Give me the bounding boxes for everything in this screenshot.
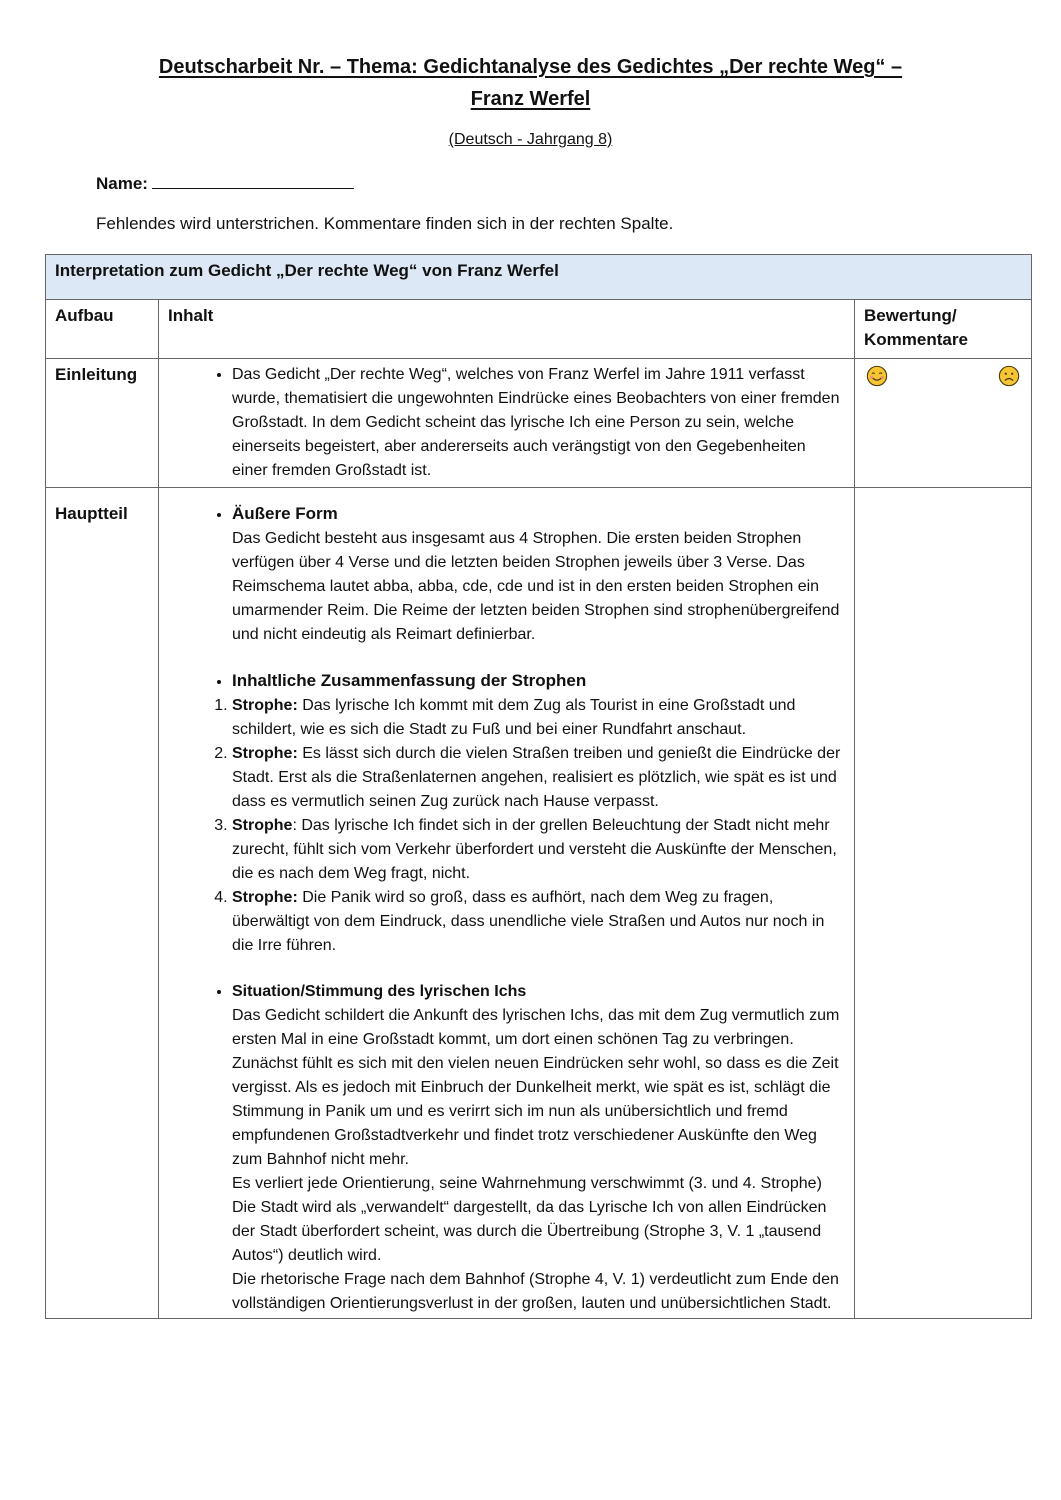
interpretation-table	[45, 254, 1032, 1319]
row-label-einleitung: Einleitung	[46, 359, 159, 488]
einleitung-rating	[855, 359, 1032, 488]
column-header-bewertung: Bewertung/ Kommentare	[855, 300, 1032, 359]
instruction-note: Fehlendes wird unterstrichen. Kommentare finden sich in der rechten Spalte.	[96, 214, 674, 233]
column-header-aufbau: Aufbau	[46, 300, 159, 359]
name-label: Name:	[96, 174, 148, 193]
situation-paragraph: Es verliert jede Orientierung, seine Wahrnehmung verschwimmt (3. und 4. Strophe) Die Stadt wird als „verwandelt“ dargestellt, da das Lyrische Ich von allen Eindrücken der Stadt überfordert scheint, was durch die Übertreibung (Strophe 3, V. 1 „tausend Autos“) deutlich wird.	[232, 1175, 827, 1264]
document-title	[0, 51, 1061, 115]
einleitung-content	[159, 359, 855, 488]
strophen-list	[168, 694, 845, 958]
form-text: Das Gedicht besteht aus insgesamt aus 4 Strophen. Die ersten beiden Strophen verfügen über 4 Verse und die letzten beiden Strophen jeweils über 3 Verse. Das Reimschema lautet abba, abba, cde, cde und ist in den ersten beiden Strophen ein umarmender Reim. Die Reime der letzten beiden Strophen sind strophenübergreifend und nicht eindeutig als Reimart definierbar.	[232, 530, 840, 643]
table-caption-row	[46, 255, 1032, 300]
strophe-item: 4. Strophe: Die Panik wird so groß, dass es aufhört, nach dem Weg zu fragen, überwältigt von dem Eindruck, dass unendliche viele Straßen und Autos nur noch in die Irre führen.	[232, 886, 845, 958]
frowning-face-icon[interactable]	[998, 365, 1020, 387]
name-blank-line[interactable]	[152, 172, 354, 189]
situation-paragraph: Die rhetorische Frage nach dem Bahnhof (Strophe 4, V. 1) verdeutlicht zum Ende den vollständigen Orientierungsverlust in der großen, lauten und unübersichtlichen Stadt.	[232, 1271, 839, 1312]
table-row-hauptteil	[46, 488, 1032, 1319]
column-header-row	[46, 300, 1032, 359]
situation-paragraph: Das Gedicht schildert die Ankunft des lyrischen Ichs, das mit dem Zug vermutlich zum ersten Mal in eine Großstadt kommt, um dort einen schönen Tag zu verbringen. Zunächst fühlt es sich mit den vielen neuen Eindrücken sehr wohl, so dass es die Zeit vergisst. Als es jedoch mit Einbruch der Dunkelheit merkt, wie spät es ist, schlägt die Stimmung in Panik um und es verirrt sich im nun als unübersichtlich und fremd empfundenen Großstadtverkehr und findet trotz verschiedener Auskünfte den Weg zum Bahnhof nicht mehr.	[232, 1007, 840, 1168]
title-line-1: Deutscharbeit Nr. – Thema: Gedichtanalyse des Gedichtes „Der rechte Weg“ –	[158, 56, 903, 78]
name-field	[96, 172, 354, 194]
table-caption: Interpretation zum Gedicht „Der rechte Weg“ von Franz Werfel	[46, 255, 1032, 300]
title-line-2: Franz Werfel	[470, 88, 591, 110]
strophe-item: 1. Strophe: Das lyrische Ich kommt mit dem Zug als Tourist in eine Großstadt und schildert, wie es sich die Stadt zu Fuß und bei einer Rundfahrt anschaut.	[232, 694, 845, 742]
table-row-einleitung	[46, 359, 1032, 488]
einleitung-text: • Das Gedicht „Der rechte Weg“, welches von Franz Werfel im Jahre 1911 verfasst wurde, thematisiert die ungewohnten Eindrücke eines Beobachters von einer fremden Großstadt. In dem Gedicht scheint das lyrische Ich eine Person zu sein, welche einerseits begeistert, aber andererseits auch verängstigt von den Gegebenheiten einer fremden Großstadt ist.	[232, 363, 845, 483]
subtitle	[0, 131, 1061, 149]
row-label-hauptteil: Hauptteil	[46, 488, 159, 1319]
hauptteil-content	[159, 488, 855, 1319]
hauptteil-rating[interactable]	[855, 488, 1032, 1319]
strophe-item: 3. Strophe: Das lyrische Ich findet sich in der grellen Beleuchtung der Stadt nicht mehr zurecht, fühlt sich vom Verkehr überfordert und versteht die Auskünfte der Menschen, die es nach dem Weg fragt, nicht.	[232, 814, 845, 886]
strophe-item: 2. Strophe: Es lässt sich durch die vielen Straßen treiben und genießt die Eindrücke der Stadt. Erst als die Straßenlaternen angehen, realisiert es plötzlich, wie spät es ist und dass es vermutlich seinen Zug zurück nach Hause verpasst.	[232, 742, 845, 814]
form-heading: Äußere Form	[232, 504, 338, 523]
situation-heading: Situation/Stimmung des lyrischen Ichs	[232, 983, 527, 1000]
column-header-inhalt: Inhalt	[159, 300, 855, 359]
summary-heading: Inhaltliche Zusammenfassung der Strophen	[232, 671, 587, 690]
smiling-face-icon[interactable]	[866, 365, 888, 387]
subtitle-text: (Deutsch - Jahrgang 8)	[448, 131, 613, 148]
